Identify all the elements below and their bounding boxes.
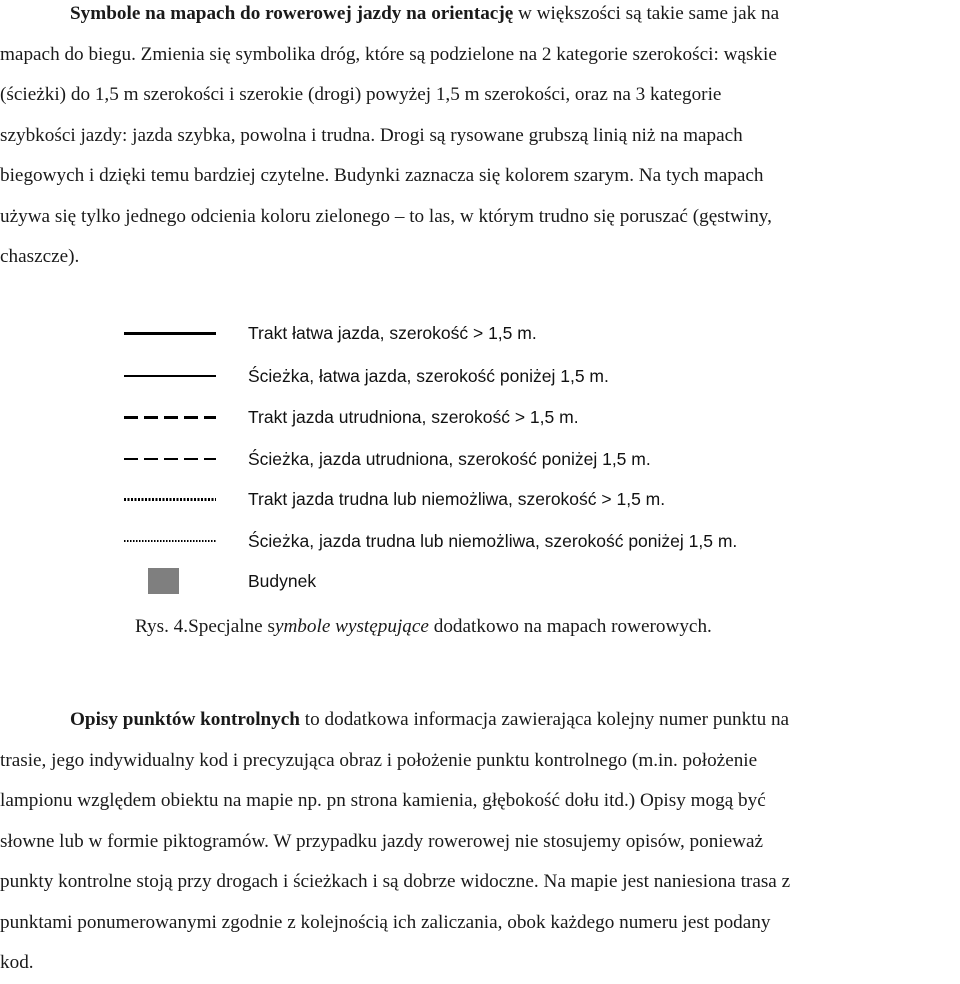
desc-line-1-text: to dodatkowa informacja zawierająca kolejny numer punktu na [299,709,790,730]
caption-italic: ymbole występujące [274,616,429,637]
intro-lead-bold: Symbole na mapach do rowerowej jazdy na orientację [70,3,514,24]
intro-line-5: biegowych i dzięki temu bardziej czytelne. Budynki zaznacza się kolorem szarym. Na tych mapach [0,165,764,186]
desc-line-1 [0,700,960,741]
intro-line-6: używa się tylko jednego odcienia koloru zielonego – to las, w którym trudno się poruszać (gęstwiny, [0,205,772,227]
desc-line-7: kod. [0,952,34,973]
intro-line-1-text: w większości są takie same jak na [513,3,780,24]
solid-thin-line-icon [124,375,216,377]
legend-item [120,318,880,348]
legend-item [120,361,880,391]
legend-item [120,526,880,556]
desc-line-6: punktami ponumerowanymi zgodnie z kolejnością ich zaliczania, obok każdego numeru jest podany [0,911,771,933]
dotted-thick-line-icon [124,498,216,501]
legend-label: Trakt łatwa jazda, szerokość > 1,5 m. [248,323,537,343]
intro-line-4: szybkości jazdy: jazda szybka, powolna i trudna. Drogi są rysowane grubszą linią niż na mapach [0,124,743,146]
intro-line-2: mapach do biegu. Zmienia się symbolika dróg, które są podzielone na 2 kategorie szerokości: wąskie [0,43,777,65]
intro-line-7: chaszcze). [0,246,80,267]
legend-item [120,566,880,596]
legend-item [120,402,880,432]
dashed-thin-line-icon [124,458,216,460]
desc-line-5: punkty kontrolne stoją przy drogach i ścieżkach i są dobrze widoczne. Na mapie jest naniesiona trasa z [0,871,791,892]
desc-line-2: trasie, jego indywidualny kod i precyzująca obraz i położenie punktu kontrolnego (m.in. położenie [0,749,758,771]
dashed-thick-line-icon [124,416,216,419]
desc-line-3: lampionu względem obiektu na mapie np. pn strona kamienia, głębokość dołu itd.) Opisy mogą być [0,790,766,811]
legend-label: Ścieżka, jazda utrudniona, szerokość poniżej 1,5 m. [248,449,651,469]
legend-item [120,484,880,514]
desc-lead-bold: Opisy punktów kontrolnych [70,709,300,730]
dotted-thin-line-icon [124,540,216,542]
legend-label: Trakt jazda utrudniona, szerokość > 1,5 m. [248,407,579,427]
legend-label: Budynek [248,571,317,591]
desc-line-4: słowne lub w formie piktogramów. W przypadku jazdy rowerowej nie stosujemy opisów, ponieważ [0,830,764,852]
legend-item [120,444,880,474]
caption-suffix: dodatkowo na mapach rowerowych. [428,616,712,637]
building-square-icon [148,568,179,594]
caption-prefix: Rys. 4.Specjalne s [135,616,275,637]
control-descriptions-paragraph [0,700,960,984]
legend-label: Ścieżka, jazda trudna lub niemożliwa, szerokość poniżej 1,5 m. [248,531,738,551]
legend-label: Trakt jazda trudna lub niemożliwa, szerokość > 1,5 m. [248,489,666,509]
figure-caption [135,612,712,642]
legend-label: Ścieżka, łatwa jazda, szerokość poniżej 1,5 m. [248,366,609,386]
solid-thick-line-icon [124,332,216,335]
intro-line-3: (ścieżki) do 1,5 m szerokości i szerokie (drogi) powyżej 1,5 m szerokości, oraz na 3 kategorie [0,84,722,105]
